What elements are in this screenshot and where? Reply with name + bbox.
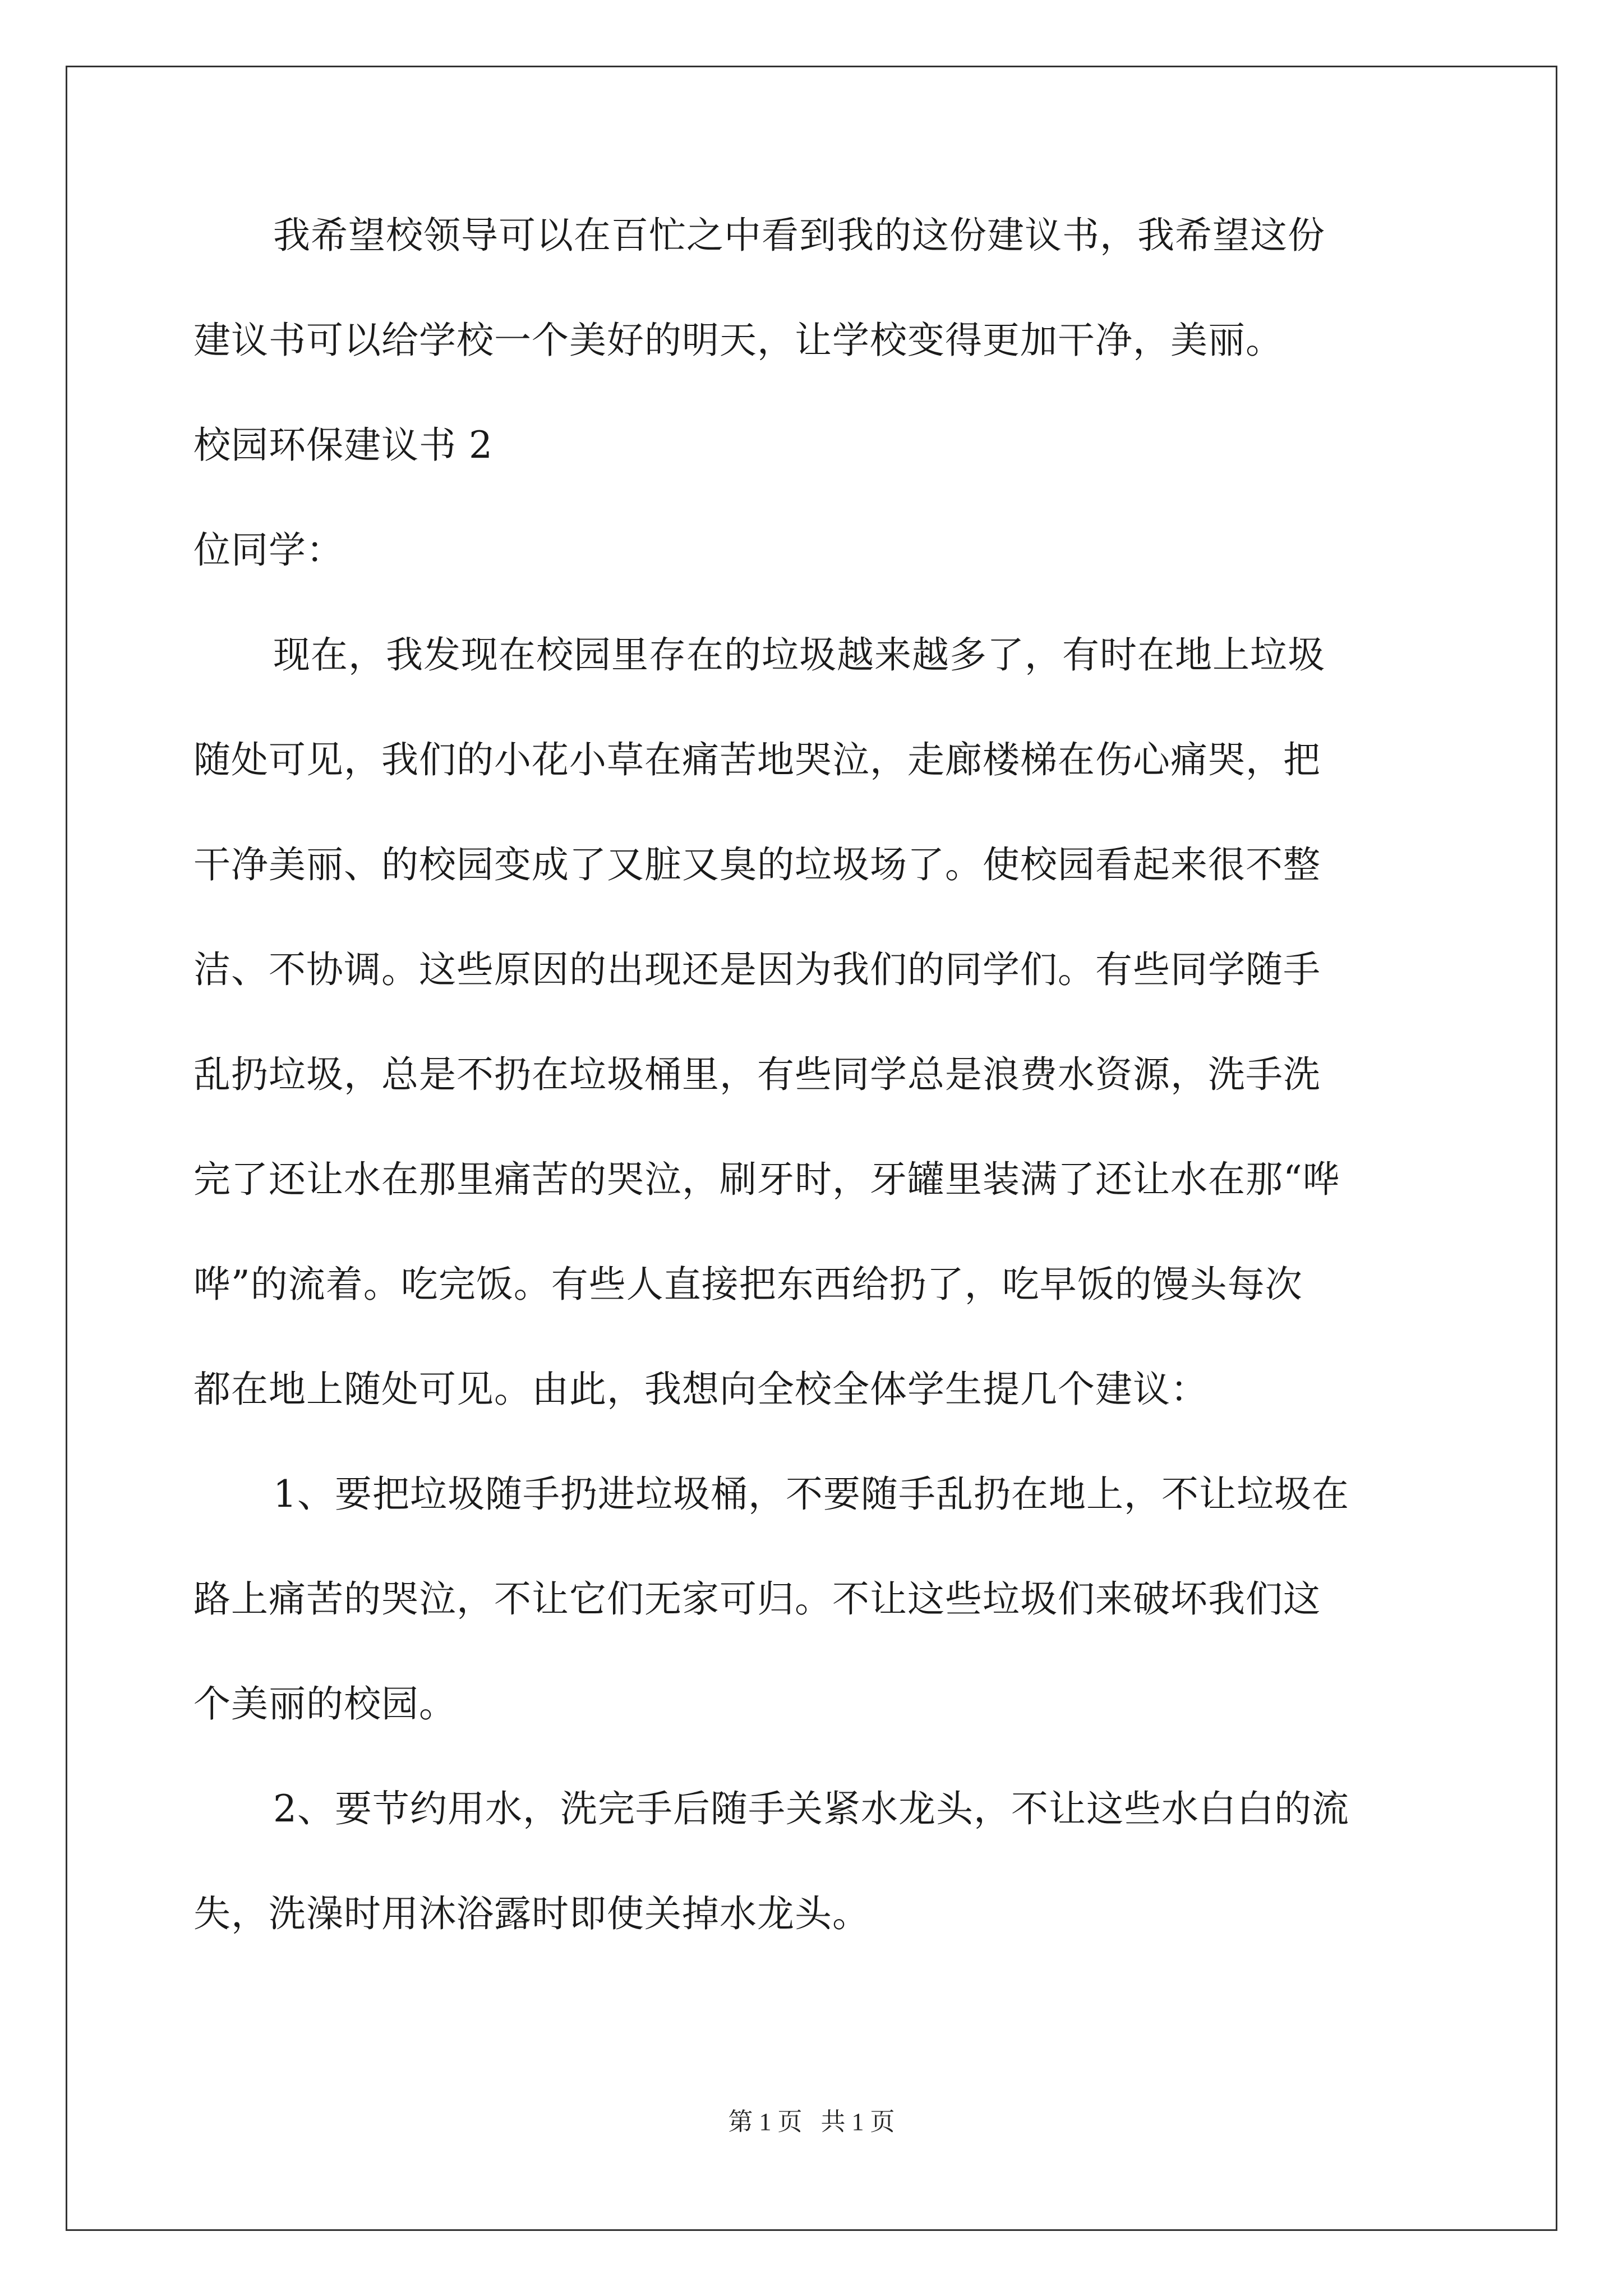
paragraph-line: 随处可见，我们的小花小草在痛苦地哭泣，走廊楼梯在伤心痛哭，把 [193,738,1321,781]
list-item-line: 失，洗澡时用沐浴露时即使关掉水龙头。 [193,1892,870,1935]
list-item-line: 2、要节约用水，洗完手后随手关紧水龙头，不让这些水白白的流 [273,1787,1349,1830]
list-item-line: 路上痛苦的哭泣，不让它们无家可归。不让这些垃圾们来破坏我们这 [193,1577,1321,1621]
list-item-line: 个美丽的校园。 [193,1682,457,1726]
section-heading: 校园环保建议书 2 [193,424,493,467]
paragraph-line: 现在，我发现在校园里存在的垃圾越来越多了，有时在地上垃圾 [273,633,1325,677]
paragraph-line: 我希望校领导可以在百忙之中看到我的这份建议书，我希望这份 [273,214,1325,257]
salutation: 位同学： [193,528,344,572]
paragraph-line: 洁、不协调。这些原因的出现还是因为我们的同学们。有些同学随手 [193,948,1321,991]
list-item-line: 1、要把垃圾随手扔进垃圾桶，不要随手乱扔在地上，不让垃圾在 [273,1473,1349,1516]
paragraph-line: 哗”的流着。吃完饭。有些人直接把东西给扔了，吃早饭的馒头每次 [193,1263,1303,1306]
paragraph-line: 乱扔垃圾，总是不扔在垃圾桶里，有些同学总是浪费水资源，洗手洗 [193,1053,1321,1096]
paragraph-line: 建议书可以给学校一个美好的明天，让学校变得更加干净，美丽。 [193,319,1283,362]
paragraph-line: 都在地上随处可见。由此，我想向全校全体学生提几个建议： [193,1368,1208,1411]
page-footer: 第 1 页 共 1 页 [728,2108,895,2136]
paragraph-line: 完了还让水在那里痛苦的哭泣，刷牙时，牙罐里装满了还让水在那“哗 [193,1158,1340,1201]
paragraph-line: 干净美丽、的校园变成了又脏又臭的垃圾场了。使校园看起来很不整 [193,843,1321,886]
